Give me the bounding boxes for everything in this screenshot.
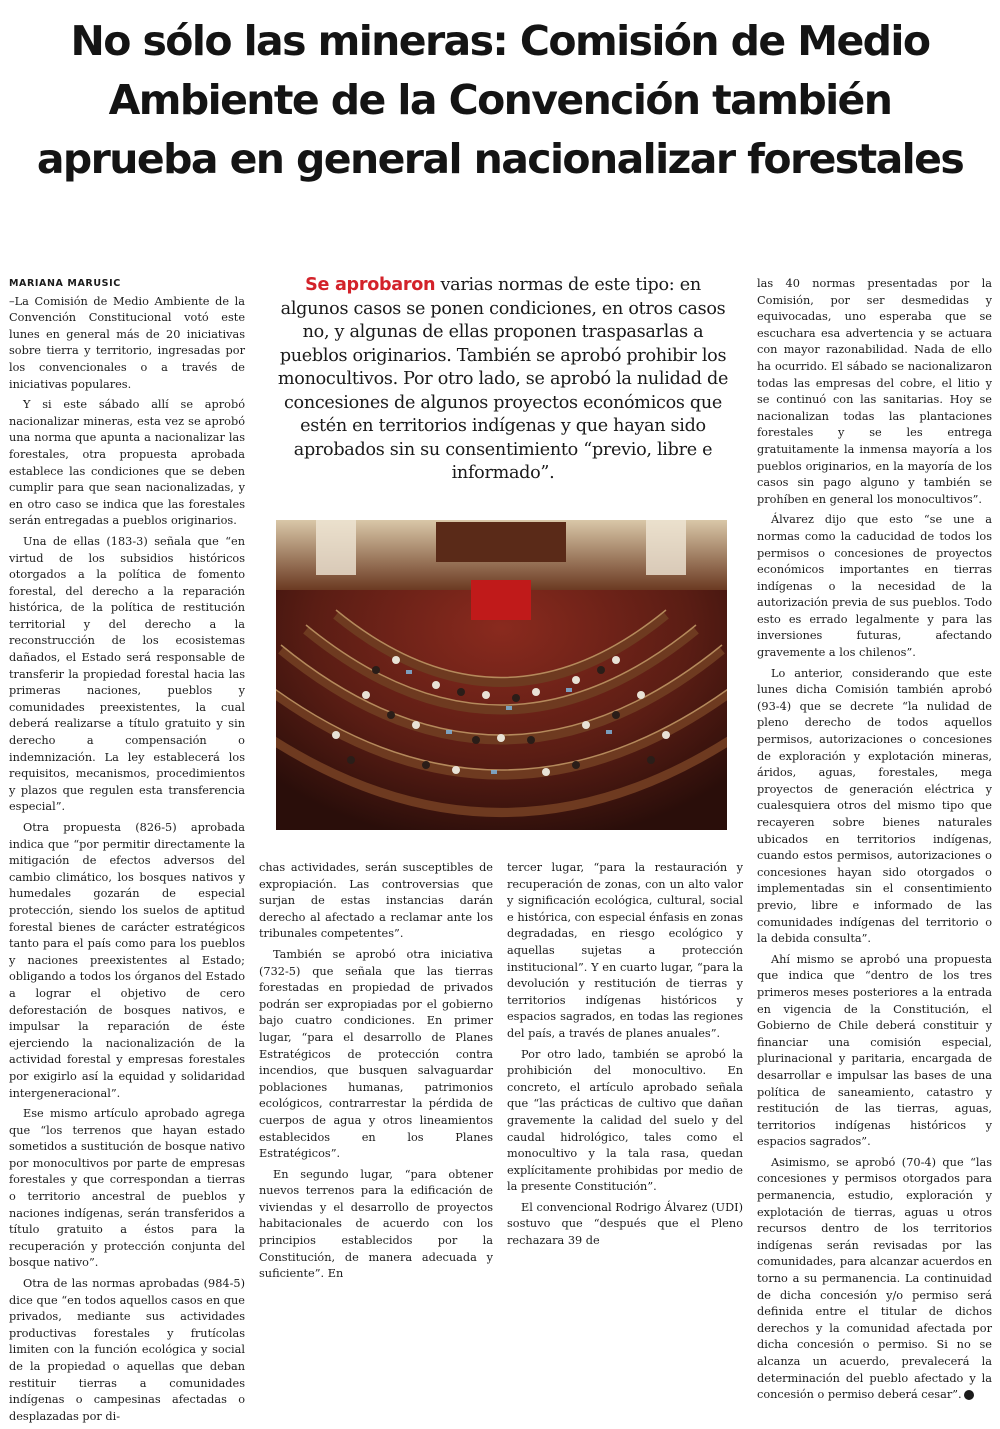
paragraph: Otra de las normas aprobadas (984-5) dice que “en todos aquellos casos en que privados, mediante sus actividades productivas forestales y frutícolas limiten con la función ecológica y social de la propiedad o aquellas que deban restituir tierras a comunidades indígenas o campesinas afectadas o desplazadas por di- xyxy=(9,1277,245,1423)
paragraph: las 40 normas presentadas por la Comisión, por ser desmedidas y equivocadas, uno esperaba que se escuchara esa advertencia y se actuara con mayor razonabilidad. Nada de ello ha ocurrido. El sábado se nacionalizaron todas las empresas del cobre, el litio y se continuó con las sanitarias. Hoy se nacionalizan todas las plantaciones forestales y se les entrega gratuitamente la inmensa mayoría a los pueblos originarios, en la mayoría de los casos sin pago alguno y también se prohíben en general los monocultivos”. xyxy=(757,277,992,506)
article-column-3 xyxy=(507,860,743,1254)
article-column-2 xyxy=(259,860,493,1287)
paragraph: –La Comisión de Medio Ambiente de la Convención Constitucional votó este lunes en general más de 20 iniciativas sobre tierra y territorio, ingresadas por los convencionales o a través de iniciativas populares. xyxy=(9,294,245,391)
paragraph: Ese mismo artículo aprobado agrega que “los terrenos que hayan estado sometidos a sustitución de bosque nativo por monocultivos por parte de empresas forestales y que correspondan a tierras o territorio ancestral de pueblos y naciones indígenas, serán transferidos a título gratuito a éstos para la recuperación y protección conjunta del bosque nativo”. xyxy=(9,1107,245,1270)
end-mark-icon: P xyxy=(964,1390,974,1400)
byline: MARIANA MARUSIC xyxy=(9,278,121,289)
paragraph: Otra propuesta (826-5) aprobada indica que “por permitir directamente la mitigación de efectos adversos del cambio climático, los bosques nativos y humedales gozarán de especial protección, siendo los suelos de aptitud forestal bienes de carácter estratégicos tanto para el país como para los pueblos y naciones preexistentes al Estado; obligando a todos los órganos del Estado a lograr el objetivo de cero deforestación de bosques nativos, e impulsar la reparación de éste ejerciendo la nacionalización de la actividad forestal y empresas forestales por exigirlo así la equidad y solidaridad intergeneracional”. xyxy=(9,821,245,1100)
paragraph: Y si este sábado allí se aprobó nacionalizar mineras, esta vez se aprobó una norma que apunta a nacionalizar las forestales, otra propuesta aprobada establece las condiciones que se deben cumplir para que sean nacionalizadas, y en otro caso se indica que las forestales serán entregadas a pueblos originarios. xyxy=(9,398,245,528)
paragraph: Álvarez dijo que esto “se une a normas como la caducidad de todos los permisos o concesiones de proyectos económicos importantes en tierras indígenas o la necesidad de la autorización previa de sus pueblos. Todo esto es errado legalmente y para las inversiones futuras, afectando gravemente a los chilenos”. xyxy=(757,513,992,660)
paragraph: Por otro lado, también se aprobó la prohibición del monocultivo. En concreto, el artículo aprobado señala que “las prácticas de cultivo que dañan gravemente la calidad del suelo y del caudal hidrológico, tales como el monocultivo y la tala rasa, quedan explícitamente prohibidas por medio de la presente Constitución”. xyxy=(507,1047,743,1194)
article-column-4 xyxy=(757,276,992,1408)
paragraph: Ahí mismo se aprobó una propuesta que indica que “dentro de los tres primeros meses posteriores a la entrada en vigencia de la Constitución, el Gobierno de Chile deberá constituir y financiar una comisión especial, plurinacional y paritaria, encargada de desarrollar e impulsar las bases de una política de saneamiento, catastro y restitución de las tierras, aguas, territorios indígenas históricos y espacios sagrados”. xyxy=(757,952,992,1149)
paragraph: Lo anterior, considerando que este lunes dicha Comisión también aprobó (93-4) que se decrete “la nulidad de pleno derecho de todos aquellos permisos, autorizaciones o concesiones de exploración y explotación mineras, áridos, aguas, forestales, mega proyectos de generación eléctrica y cualesquiera otros del mismo tipo que recayeren sobre bienes naturales ubicados en territorios indígenas, cuando estos permisos, autorizaciones o concesiones hayan sido otorgados o implementadas sin el consentimiento previo, libre e informado de las comunidades indígenas del territorio o la debida consulta”. xyxy=(757,666,992,946)
paragraph: tercer lugar, “para la restauración y recuperación de zonas, con un alto valor y significación ecológica, cultural, social e histórica, con especial énfasis en zonas degradadas, en riesgo ecológico y aquellas sujetas a protección institucional”. Y en cuarto lugar, “para la devolución y restitución de tierras y territorios indígenas históricos y espacios sagrados, en todas las regiones del país, a través de planes anuales”. xyxy=(507,861,743,1040)
headline-line: No sólo las mineras: Comisión de Medio xyxy=(70,17,930,65)
headline-line: Ambiente de la Convención también xyxy=(108,76,892,124)
chamber-photo-icon xyxy=(276,520,727,830)
pull-quote-text: varias normas de este tipo: en algunos casos se ponen condiciones, en otros casos no, y algunas de ellas proponen traspasarlas a pueblos originarios. También se aprobó prohibir los monocultivos. Por otro lado, se aprobó la nulidad de concesiones de algunos proyectos económicos que estén en territorios indígenas y que hayan sido aprobados sin su consentimiento “previo, libre e informado”. xyxy=(277,275,729,483)
paragraph: En segundo lugar, “para obtener nuevos terrenos para la edificación de viviendas y el desarrollo de proyectos habitacionales de acuerdo con los principios establecidos por la Constitución, de manera adecuada y suficiente”. En xyxy=(259,1167,493,1281)
article-headline xyxy=(0,12,1000,189)
article-column-1 xyxy=(9,276,245,1429)
headline-line: aprueba en general nacionalizar forestales xyxy=(36,135,964,183)
paragraph xyxy=(757,1155,992,1404)
convention-hall-illustration xyxy=(276,520,727,830)
pull-quote-lead: Se aprobaron xyxy=(305,275,436,295)
pull-quote xyxy=(275,274,731,486)
paragraph: También se aprobó otra iniciativa (732-5) que señala que las tierras forestadas en propiedad de privados podrán ser expropiadas por el gobierno bajo cuatro condiciones. En primer lugar, “para el desarrollo de Planes Estratégicos de protección contra incendios, que busquen salvaguardar poblaciones humanas, patrimonios ecológicos, contrarrestar la pérdida de cuerpos de agua y otros lineamientos establecidos en los Planes Estratégicos”. xyxy=(259,947,493,1161)
paragraph: Una de ellas (183-3) señala que “en virtud de los subsidios históricos otorgados a la política de fomento forestal, del derecho a la reparación histórica, de la política de restitución territorial y del derecho a la reconstrucción de los ecosistemas dañados, el Estado será responsable de transferir la propiedad forestal hacia las primeras naciones, pueblos y comunidades preexistentes, la cual deberá realizarse a título gratuito y sin derecho a compensación o indemnización. La ley establecerá los requisitos, mecanismos, procedimientos y plazos que regulen esta transferencia especial”. xyxy=(9,534,245,814)
paragraph: chas actividades, serán susceptibles de expropiación. Las controversias que surjan de estas instancias darán derecho al afectado a reclamar ante los tribunales competentes”. xyxy=(259,861,493,941)
paragraph-text: Asimismo, se aprobó (70-4) que “las concesiones y permisos otorgados para permanencia, estudio, exploración y explotación de tierras, aguas u otros recursos dentro de los territorios indígenas serán revisadas por las comunidades, para alcanzar acuerdos en torno a su permanencia. La continuidad de dicha concesión y/o permiso será definida entre el titular de dichos derechos y la comunidad afectada por dicha concesión o permiso. Si no se alcanza un acuerdo, prevalecerá la determinación del pueblo afectado y la concesión o permiso deberá cesar”. xyxy=(757,1155,992,1402)
paragraph: El convencional Rodrigo Álvarez (UDI) sostuvo que “después que el Pleno rechazara 39 de xyxy=(507,1200,743,1248)
